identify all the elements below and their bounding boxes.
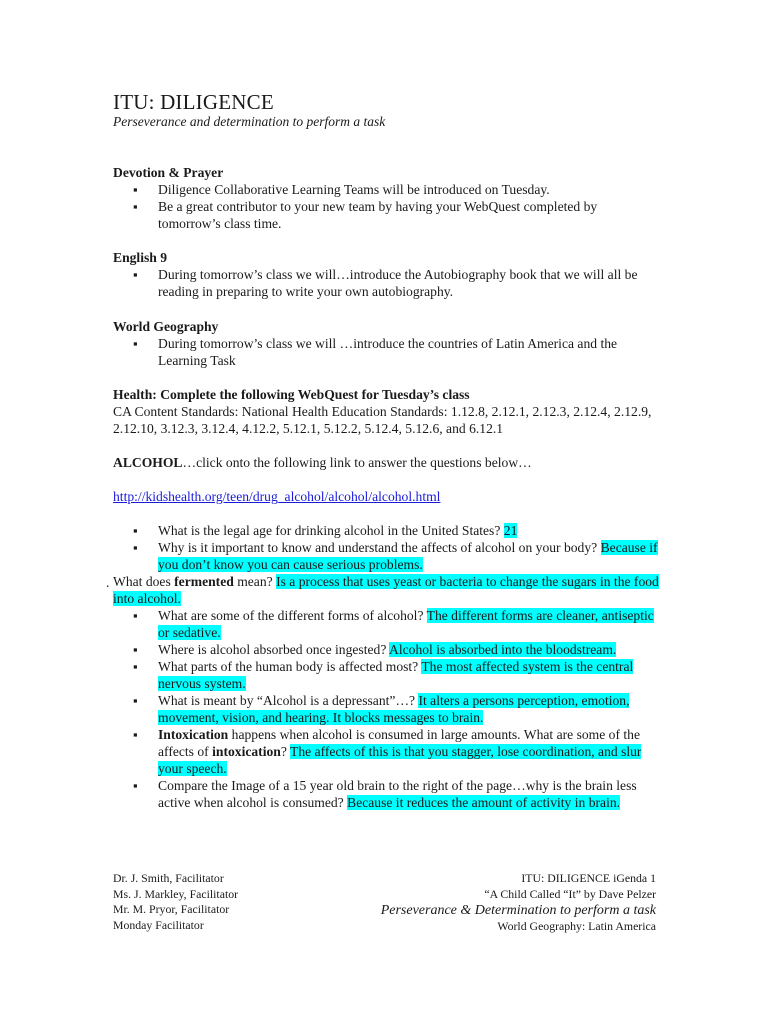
facilitator-line: Mr. M. Pryor, Facilitator — [113, 902, 230, 916]
footer-igenda: ITU: DILIGENCE iGenda 1 — [521, 871, 656, 885]
list-item: ▪ Be a great contributor to your new team by having your WebQuest completed by tomorrow’s class time. — [113, 198, 658, 232]
facilitator-line: Ms. J. Markley, Facilitator — [113, 886, 239, 901]
answer-text: Because if you don’t know you can cause serious problems. — [158, 540, 658, 572]
question-text: What does — [113, 574, 175, 589]
footer-motto: Perseverance & Determination to perform a task — [380, 903, 656, 918]
devotion-heading: Devotion & Prayer — [113, 165, 224, 180]
footer-unit: World Geography: Latin America — [497, 919, 656, 933]
facilitator-line: Monday Facilitator — [113, 917, 204, 932]
list-item — [113, 726, 663, 777]
question-keyword: intoxication — [212, 744, 281, 759]
answer-text: Because it reduces the amount of activity in brain. — [347, 795, 621, 810]
question-text: What is meant by “Alcohol is a depressant”…? — [158, 693, 419, 708]
list-item — [113, 607, 663, 641]
list-item — [113, 641, 663, 658]
alcohol-link-row — [113, 488, 658, 505]
question-text: mean? — [233, 574, 277, 589]
question-text: Compare the Image of a 15 year old brain to the right of the page…why is the brain less active when alcohol is consumed? — [158, 778, 637, 810]
list-item — [113, 539, 663, 573]
footer-book: “A Child Called “It” by Dave Pelzer — [484, 886, 656, 901]
alcohol-instruction: …click onto the following link to answer the questions below… — [182, 455, 532, 470]
list-item — [113, 692, 663, 726]
alcohol-label: ALCOHOL — [113, 455, 183, 470]
footer-facilitators — [113, 871, 238, 933]
question-keyword: fermented — [174, 574, 234, 589]
health-section — [113, 386, 658, 437]
list-item — [113, 777, 663, 811]
question-text: happens when alcohol is consumed in large amounts. What are some of the affects of — [158, 727, 640, 759]
question-text: What parts of the human body is affected most? — [158, 659, 422, 674]
list-item: ▪ Diligence Collaborative Learning Teams will be introduced on Tuesday. — [113, 181, 658, 198]
question-text: What are some of the different forms of alcohol? — [158, 608, 427, 623]
geography-heading: World Geography — [113, 319, 219, 334]
answer-text: 21 — [503, 523, 518, 538]
list-item — [106, 573, 663, 607]
list-item: ▪ During tomorrow’s class we will…introduce the Autobiography book that we will all be reading in preparing to write your own autobiography. — [113, 266, 658, 300]
question-text: ? — [280, 744, 291, 759]
question-text: What is the legal age for drinking alcohol in the United States? — [158, 523, 504, 538]
answer-text: It alters a persons perception, emotion, movement, vision, and hearing. It blocks messages to brain. — [158, 693, 630, 725]
page-title: ITU: DILIGENCE — [113, 90, 274, 114]
stray-mark: . — [106, 575, 110, 590]
answer-text: Alcohol is absorbed into the bloodstream. — [389, 642, 617, 657]
alcohol-link[interactable]: http://kidshealth.org/teen/drug_alcohol/alcohol/alcohol.html — [113, 489, 441, 504]
geography-section — [113, 318, 658, 369]
page-subtitle: Perseverance and determination to perform a task — [113, 114, 386, 129]
answer-text: The most affected system is the central nervous system. — [158, 659, 634, 691]
list-item — [113, 658, 663, 692]
health-heading: Health: Complete the following WebQuest for Tuesday’s class — [113, 387, 470, 402]
answer-text: Is a process that uses yeast or bacteria to change the sugars in the food into alcohol. — [113, 574, 659, 606]
question-text: Why is it important to know and understand the affects of alcohol on your body? — [158, 540, 601, 555]
english-heading: English 9 — [113, 250, 168, 265]
list-item — [113, 522, 663, 539]
question-keyword: Intoxication — [158, 727, 229, 742]
answer-text: The different forms are cleaner, antiseptic or sedative. — [158, 608, 654, 640]
alcohol-intro — [113, 454, 658, 471]
footer-course-info — [381, 871, 656, 935]
devotion-section — [113, 164, 658, 232]
answer-text: The affects of this is that you stagger, lose coordination, and slur your speech. — [158, 744, 642, 776]
list-item: ▪ During tomorrow’s class we will …introduce the countries of Latin America and the Learning Task — [113, 335, 658, 369]
english-section — [113, 249, 658, 300]
question-text: Where is alcohol absorbed once ingested? — [158, 642, 390, 657]
question-list — [106, 522, 663, 811]
facilitator-line: Dr. J. Smith, Facilitator — [113, 871, 224, 885]
health-standards: CA Content Standards: National Health Education Standards: 1.12.8, 2.12.1, 2.12.3, 2.12.4, 2.12.9, 2.12.10, 3.12.3, 3.12.4, 4.12.2, 5.12.1, 5.12.2, 5.12.4, 5.12.6, and 6.12.1 — [113, 404, 652, 436]
